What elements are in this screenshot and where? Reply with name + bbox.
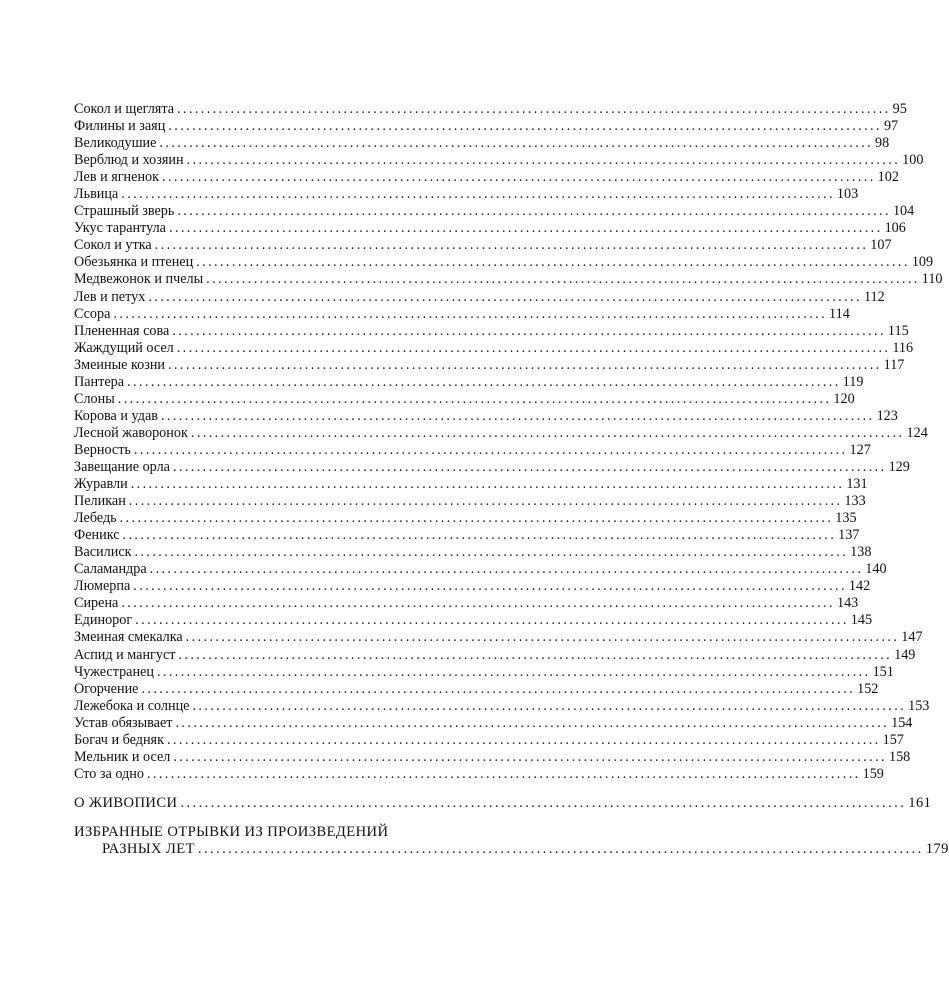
toc-entry-title: Сирена — [74, 595, 119, 612]
toc-page-number: 107 — [870, 237, 892, 254]
toc-leader-dots: ........................................................................................................................ — [177, 101, 891, 117]
toc-page-number: 157 — [882, 731, 904, 748]
toc-leader-dots: ........................................................................................................................ — [196, 254, 910, 271]
toc-entry-title: Лежебока и солнце — [74, 697, 190, 714]
toc-page-number: 110 — [921, 271, 943, 288]
toc-leader-dots: ........................................................................................................................ — [128, 493, 843, 510]
toc-page-number: 179 — [925, 840, 949, 857]
toc-page-number: 102 — [877, 169, 899, 186]
toc-leader-dots: ........................................................................................................................ — [134, 544, 849, 561]
toc-entry — [74, 663, 894, 681]
toc-entry-title: Плененная сова — [74, 322, 170, 339]
toc-entry — [74, 731, 904, 749]
toc-entry — [74, 118, 899, 135]
toc-entry — [74, 748, 911, 766]
toc-page-number: 158 — [888, 748, 911, 765]
toc-page-number: 115 — [887, 322, 909, 339]
toc-entry — [74, 697, 930, 715]
toc-leader-dots: ........................................................................................................................ — [192, 697, 907, 714]
toc-entry — [74, 203, 915, 220]
toc-entry-title: Пеликан — [74, 493, 126, 510]
toc-entry — [74, 237, 892, 254]
toc-entry-title: Василиск — [74, 544, 132, 561]
toc-entry — [74, 646, 916, 664]
toc-page-number: 124 — [906, 424, 928, 441]
toc-entry-title: Феникс — [74, 527, 120, 544]
toc-leader-dots: ........................................................................................................................ — [146, 765, 861, 782]
toc-entry — [74, 458, 910, 476]
toc-entry-title: Мельник и осел — [74, 748, 171, 765]
toc-leader-dots: ........................................................................................................................ — [168, 356, 882, 373]
toc-leader-dots: ........................................................................................................................ — [127, 373, 841, 390]
toc-leader-dots: ........................................................................................................................ — [173, 748, 887, 765]
toc-entry-title: Филины и заяц — [74, 118, 166, 135]
toc-entry — [74, 714, 913, 732]
toc-entry-title: Слоны — [74, 390, 115, 407]
toc-entry-title: Обезьянка и птенец — [74, 254, 194, 271]
toc-leader-dots: ........................................................................................................................ — [172, 322, 886, 339]
toc-entry-title: Медвежонок и пчелы — [74, 271, 204, 288]
toc-entry — [74, 765, 884, 783]
toc-entry-title: Лев и ягненок — [74, 169, 160, 186]
toc-entry — [74, 578, 871, 595]
toc-entry — [74, 373, 864, 391]
toc-page-number: 112 — [863, 288, 885, 305]
toc-leader-dots: ........................................................................................................................ — [133, 578, 847, 595]
toc-entry — [74, 544, 872, 561]
toc-leader-dots: ........................................................................................................................ — [190, 424, 905, 441]
toc-page-number: 159 — [862, 765, 884, 782]
toc-section-title-line2: РАЗНЫХ ЛЕТ — [102, 840, 195, 857]
toc-leader-dots: ........................................................................................................................ — [177, 203, 891, 220]
toc-page-number: 114 — [829, 305, 850, 322]
toc-page-number: 116 — [892, 339, 914, 356]
toc-entry-title: Пантера — [74, 373, 125, 390]
toc-leader-dots: ........................................................................................................................ — [154, 237, 869, 254]
toc-entry-title: Львица — [74, 186, 119, 203]
toc-entry — [74, 510, 857, 527]
toc-leader-dots: ........................................................................................................................ — [185, 629, 900, 646]
toc-leader-dots: ........................................................................................................................ — [121, 595, 835, 612]
toc-entry-title: Верблюд и хозяин — [74, 152, 184, 169]
toc-entries — [74, 101, 943, 783]
toc-leader-dots: ........................................................................................................................ — [162, 169, 876, 186]
toc-page-number: 97 — [883, 118, 899, 135]
toc-entry — [74, 271, 943, 288]
toc-page-number: 152 — [857, 680, 879, 697]
toc-entry — [74, 169, 899, 186]
toc-leader-dots: ........................................................................................................................ — [135, 612, 849, 629]
toc-page-number: 104 — [892, 203, 915, 220]
toc-entry-title: Корова и удав — [74, 407, 158, 424]
toc-entry — [74, 527, 860, 544]
toc-page-number: 119 — [842, 373, 864, 390]
toc-page-number: 145 — [850, 612, 873, 629]
toc-entry-title: Змеиные козни — [74, 356, 165, 373]
toc-page-number: 103 — [836, 186, 859, 203]
toc-page-number: 120 — [833, 390, 855, 407]
toc-leader-dots: ........................................................................................................................ — [121, 186, 835, 203]
toc-entry — [74, 322, 909, 340]
toc-page-number: 131 — [846, 476, 868, 493]
toc-page-number: 147 — [901, 629, 923, 646]
toc-page-number: 109 — [911, 254, 934, 271]
toc-leader-dots: ........................................................................................................................ — [122, 527, 837, 544]
table-of-contents — [74, 101, 949, 858]
toc-entry-title: Лев и петух — [74, 288, 146, 305]
toc-entry-title: Ссора — [74, 305, 111, 322]
toc-leader-dots: ........................................................................................................................ — [175, 714, 890, 731]
toc-leader-dots: ........................................................................................................................ — [186, 152, 901, 169]
toc-leader-dots: ........................................................................................................................ — [197, 840, 924, 857]
toc-entry-title: Сокол и утка — [74, 237, 152, 254]
toc-page-number: 143 — [836, 595, 859, 612]
toc-page-number: 138 — [850, 544, 872, 561]
toc-page-number: 100 — [902, 152, 924, 169]
toc-section-title-line1: ИЗБРАННЫЕ ОТРЫВКИ ИЗ ПРОИЗВЕДЕНИЙ — [74, 823, 389, 840]
toc-page-number: 149 — [894, 646, 916, 663]
toc-leader-dots: ........................................................................................................................ — [117, 390, 832, 407]
toc-leader-dots: ........................................................................................................................ — [206, 271, 920, 288]
toc-section-painting — [74, 794, 932, 812]
toc-entry-title: Аспид и мангуст — [74, 646, 176, 663]
toc-page-number: 153 — [908, 697, 930, 714]
toc-entry-title: Журавли — [74, 476, 128, 493]
toc-leader-dots: ........................................................................................................................ — [166, 731, 881, 748]
toc-leader-dots: ........................................................................................................................ — [113, 305, 828, 322]
toc-entry-title: Змеиная смекалка — [74, 629, 183, 646]
toc-leader-dots: ........................................................................................................................ — [168, 118, 882, 135]
toc-entry — [74, 339, 914, 357]
toc-page-number: 129 — [888, 458, 910, 475]
toc-entry — [74, 254, 934, 271]
toc-entry-title: Саламандра — [74, 561, 147, 578]
toc-leader-dots: ........................................................................................................................ — [148, 288, 862, 305]
toc-page-number: 154 — [891, 714, 913, 731]
toc-leader-dots: ........................................................................................................................ — [141, 680, 856, 697]
toc-entry — [74, 476, 868, 493]
toc-entry-title: Верность — [74, 441, 131, 458]
toc-page-number: 140 — [865, 561, 887, 578]
toc-entry — [74, 220, 906, 237]
toc-page-number: 117 — [883, 356, 905, 373]
toc-leader-dots: ........................................................................................................................ — [180, 794, 907, 811]
toc-page-number: 142 — [848, 578, 871, 595]
toc-entry-title: Сто за одно — [74, 765, 144, 782]
toc-entry-title: Устав обязывает — [74, 714, 173, 731]
toc-entry-title: Лебедь — [74, 510, 117, 527]
toc-section-title: О ЖИВОПИСИ — [74, 794, 178, 811]
toc-leader-dots: ........................................................................................................................ — [156, 663, 871, 680]
toc-entry-title: Огорчение — [74, 680, 139, 697]
toc-page-number: 151 — [872, 663, 894, 680]
toc-entry — [74, 407, 898, 425]
toc-leader-dots: ........................................................................................................................ — [168, 220, 883, 237]
toc-entry-title: Лесной жаворонок — [74, 424, 188, 441]
toc-entry — [74, 305, 850, 323]
toc-entry — [74, 356, 905, 374]
toc-leader-dots: ........................................................................................................................ — [159, 135, 874, 152]
toc-entry-title: Укус тарантула — [74, 220, 166, 237]
toc-page-number: 127 — [849, 441, 871, 458]
toc-entry — [74, 612, 873, 629]
toc-entry-title: Сокол и щеглята — [74, 101, 174, 117]
toc-entry-title: Люмерпа — [74, 578, 131, 595]
toc-entry — [74, 561, 887, 578]
toc-page-number: 137 — [838, 527, 860, 544]
toc-entry-title: Великодушие — [74, 135, 157, 152]
toc-entry — [74, 424, 928, 442]
toc-leader-dots: ........................................................................................................................ — [130, 476, 845, 493]
toc-leader-dots: ........................................................................................................................ — [149, 561, 864, 578]
toc-leader-dots: ........................................................................................................................ — [178, 646, 893, 663]
toc-entry — [74, 680, 879, 698]
toc-page-number: 161 — [908, 794, 932, 811]
toc-leader-dots: ........................................................................................................................ — [160, 407, 875, 424]
toc-entry-title: Единорог — [74, 612, 133, 629]
toc-entry — [74, 595, 859, 612]
toc-page-number: 133 — [844, 493, 866, 510]
toc-entry — [74, 101, 907, 118]
toc-entry — [74, 441, 871, 459]
toc-page-number: 106 — [884, 220, 906, 237]
toc-page-number: 135 — [835, 510, 857, 527]
toc-entry-title: Страшный зверь — [74, 203, 175, 220]
toc-leader-dots: ........................................................................................................................ — [172, 458, 887, 475]
toc-entry — [74, 390, 855, 408]
toc-page-number: 123 — [876, 407, 898, 424]
toc-section-excerpts — [74, 823, 949, 858]
toc-entry-title: Завещание орла — [74, 458, 170, 475]
toc-entry-title: Богач и бедняк — [74, 731, 164, 748]
toc-entry — [74, 288, 885, 306]
toc-entry — [74, 493, 866, 510]
toc-entry — [74, 135, 890, 152]
toc-entry — [74, 152, 924, 169]
toc-entry-title: Жаждущий осел — [74, 339, 174, 356]
toc-leader-dots: ........................................................................................................................ — [133, 441, 848, 458]
toc-entry-title: Чужестранец — [74, 663, 154, 680]
toc-leader-dots: ........................................................................................................................ — [176, 339, 891, 356]
toc-entry — [74, 186, 859, 203]
toc-page-number: 98 — [875, 135, 890, 152]
toc-page-number: 95 — [892, 101, 907, 117]
toc-entry — [74, 629, 923, 646]
toc-leader-dots: ........................................................................................................................ — [119, 510, 834, 527]
